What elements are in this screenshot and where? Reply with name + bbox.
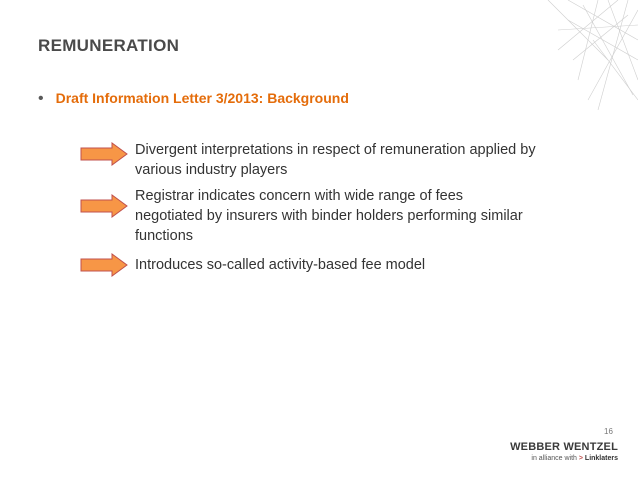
logo-name: WEBBER WENTZEL xyxy=(510,441,618,453)
page-number: 16 xyxy=(604,427,613,436)
chevron-right-icon: > xyxy=(578,455,583,462)
right-arrow-icon xyxy=(80,194,128,218)
network-lines-decoration xyxy=(538,0,638,110)
text-line: various industry players xyxy=(135,162,288,178)
sub-item-text xyxy=(135,140,605,180)
text-line: Divergent interpretations in respect of remuneration applied by xyxy=(135,142,536,158)
bullet-heading: Draft Information Letter 3/2013: Background xyxy=(55,90,349,106)
bullet-dot-icon: • xyxy=(38,90,44,107)
right-arrow-icon xyxy=(80,253,128,277)
webber-wentzel-logo xyxy=(510,441,618,462)
text-line: functions xyxy=(135,228,194,244)
text-line: Registrar indicates concern with wide range of fees xyxy=(135,188,464,204)
text-line: negotiated by insurers with binder holders performing similar xyxy=(135,208,523,224)
text-line: Introduces so-called activity-based fee model xyxy=(135,257,426,273)
partner-name: Linklaters xyxy=(584,455,618,462)
right-arrow-icon xyxy=(80,142,128,166)
slide-title: REMUNERATION xyxy=(38,36,180,55)
alliance-text: in alliance with xyxy=(531,455,577,462)
sub-item-text xyxy=(135,255,605,275)
sub-item-text xyxy=(135,186,605,246)
logo-alliance-line xyxy=(510,455,618,462)
bullet-item xyxy=(38,90,349,108)
